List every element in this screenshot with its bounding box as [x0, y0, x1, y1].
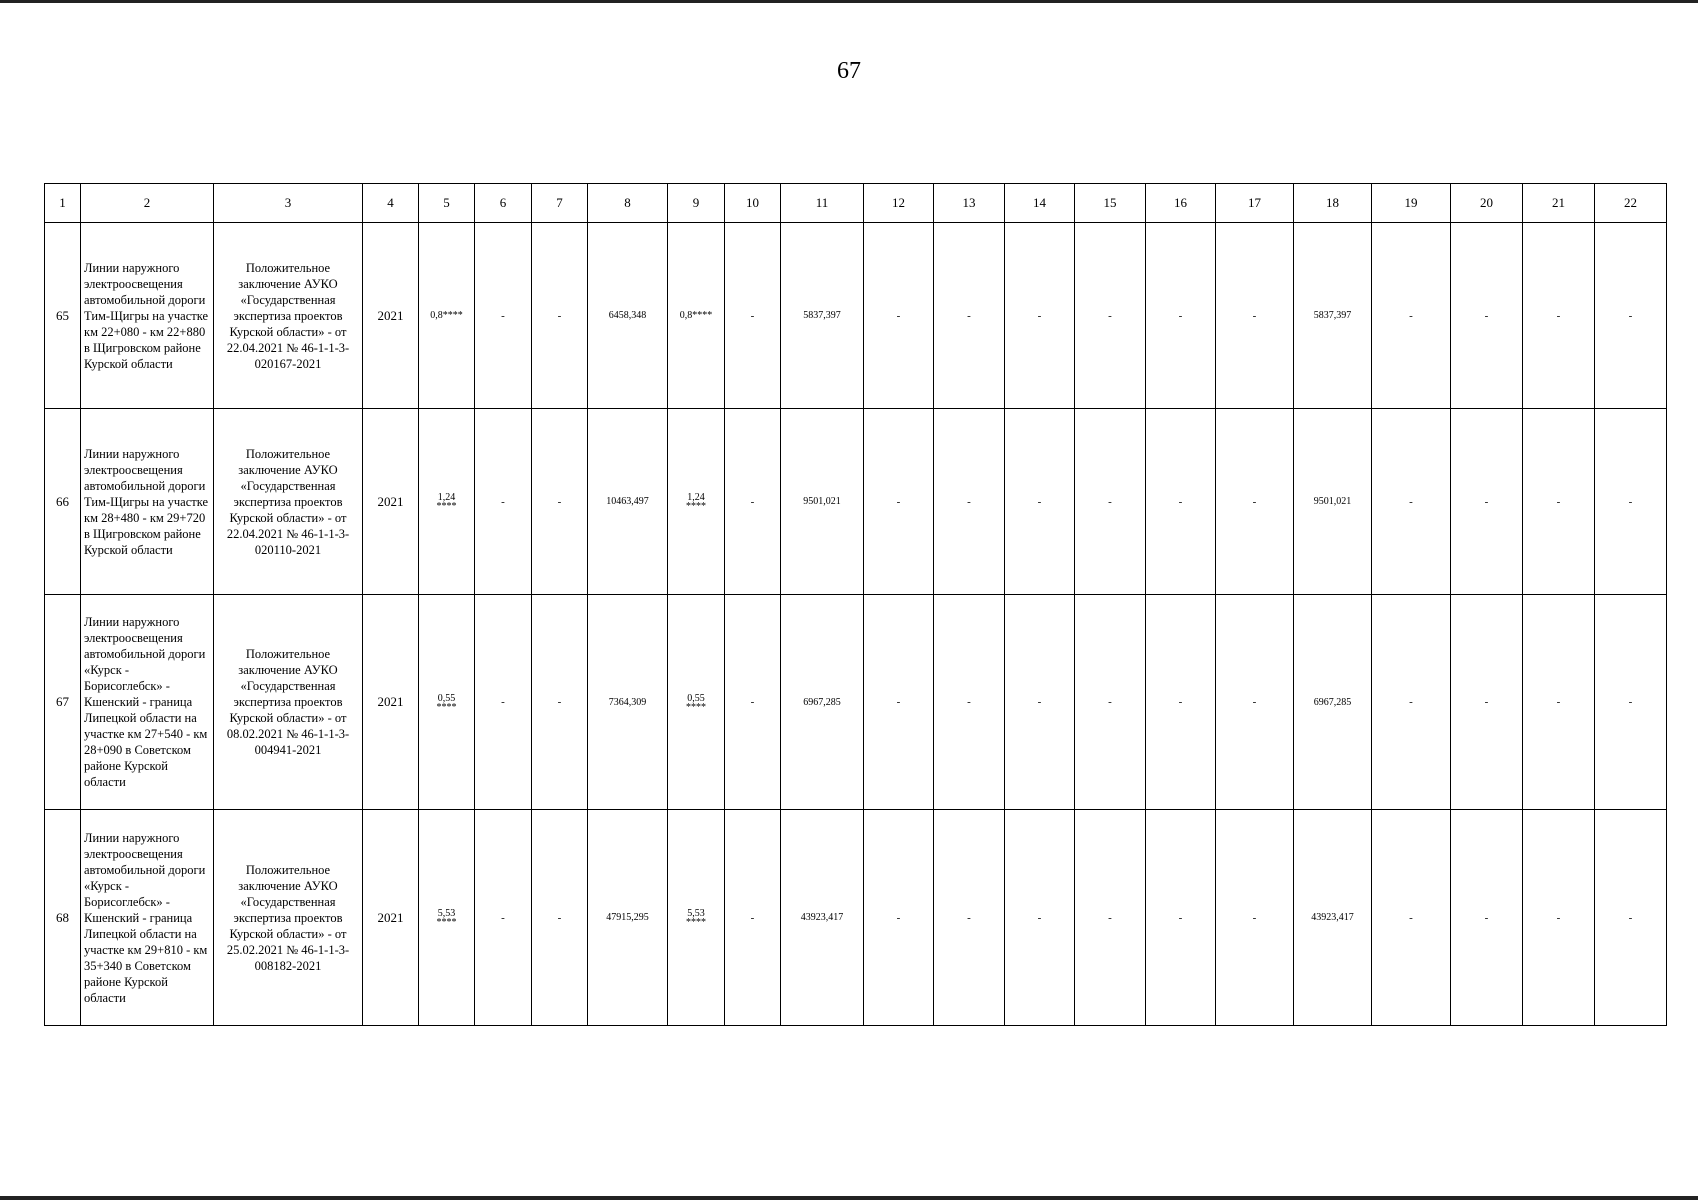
object-name: Линии наружного электроосвещения автомобильной дороги Тим-Щигры на участке км 22+080 - км 22+880 в Щигровском районе Курской области — [81, 223, 214, 409]
capacity-cell — [668, 595, 725, 810]
row-number: 68 — [45, 810, 81, 1026]
data-cell: - — [532, 595, 588, 810]
data-cell: - — [1372, 595, 1451, 810]
expertise-document: Положительное заключение АУКО «Государственная экспертиза проектов Курской области» - от 22.04.2021 № 46-1-1-3-020167-2021 — [214, 223, 363, 409]
capacity-value: 0,55 — [437, 692, 456, 704]
capacity-stars: **** — [436, 501, 457, 512]
col-header: 18 — [1294, 184, 1372, 223]
col-header: 1 — [45, 184, 81, 223]
table-row — [45, 223, 1667, 409]
cost-cell: 6458,348 — [588, 223, 668, 409]
data-cell: - — [864, 810, 934, 1026]
capacity-cell — [419, 595, 475, 810]
amount-cell: 9501,021 — [1294, 409, 1372, 595]
capacity-cell — [419, 223, 475, 409]
col-header: 4 — [363, 184, 419, 223]
col-header: 6 — [475, 184, 532, 223]
row-number: 67 — [45, 595, 81, 810]
col-header: 15 — [1075, 184, 1146, 223]
data-cell: - — [1075, 810, 1146, 1026]
object-name: Линии наружного электроосвещения автомобильной дороги «Курск - Борисоглебск» - Кшенский - граница Липецкой области на участке км 29+810 - км 35+340 в Советском районе Курской области — [81, 810, 214, 1026]
capacity-cell — [668, 223, 725, 409]
capacity-value: 1,24 — [437, 492, 456, 503]
data-cell: - — [1146, 810, 1216, 1026]
col-header: 20 — [1451, 184, 1523, 223]
data-cell: - — [532, 223, 588, 409]
data-cell: - — [532, 810, 588, 1026]
col-header: 10 — [725, 184, 781, 223]
data-cell: - — [1146, 223, 1216, 409]
data-cell: - — [1523, 595, 1595, 810]
cost-cell: 47915,295 — [588, 810, 668, 1026]
data-cell: - — [725, 595, 781, 810]
data-cell: - — [1005, 409, 1075, 595]
data-cell: - — [1216, 810, 1294, 1026]
header-row — [45, 184, 1667, 223]
data-cell: - — [1595, 810, 1667, 1026]
expertise-document: Положительное заключение АУКО «Государственная экспертиза проектов Курской области» - от 25.02.2021 № 46-1-1-3-008182-2021 — [214, 810, 363, 1026]
capacity-value: 0,8**** — [430, 310, 463, 321]
object-name: Линии наружного электроосвещения автомобильной дороги «Курск - Борисоглебск» - Кшенский - граница Липецкой области на участке км 27+540 - км 28+090 в Советском районе Курской области — [81, 595, 214, 810]
data-cell: - — [864, 595, 934, 810]
col-header: 14 — [1005, 184, 1075, 223]
amount-cell: 43923,417 — [1294, 810, 1372, 1026]
col-header: 7 — [532, 184, 588, 223]
data-cell: - — [725, 223, 781, 409]
data-cell: - — [1451, 223, 1523, 409]
year-cell: 2021 — [363, 810, 419, 1026]
table-row — [45, 595, 1667, 810]
capacity-stars: **** — [686, 501, 706, 512]
data-cell: - — [1523, 409, 1595, 595]
data-cell: - — [1005, 810, 1075, 1026]
register-table — [44, 183, 1667, 1026]
amount-cell: 5837,397 — [781, 223, 864, 409]
object-name: Линии наружного электроосвещения автомобильной дороги Тим-Щигры на участке км 28+480 - км 29+720 в Щигровском районе Курской области — [81, 409, 214, 595]
col-header: 2 — [81, 184, 214, 223]
table-row — [45, 409, 1667, 595]
data-cell: - — [934, 409, 1005, 595]
col-header: 16 — [1146, 184, 1216, 223]
amount-cell: 6967,285 — [781, 595, 864, 810]
year-cell: 2021 — [363, 595, 419, 810]
data-cell: - — [1146, 595, 1216, 810]
cost-cell: 7364,309 — [588, 595, 668, 810]
amount-cell: 6967,285 — [1294, 595, 1372, 810]
data-cell: - — [1451, 409, 1523, 595]
capacity-cell — [419, 409, 475, 595]
col-header: 5 — [419, 184, 475, 223]
year-cell: 2021 — [363, 409, 419, 595]
cost-cell: 10463,497 — [588, 409, 668, 595]
data-cell: - — [1075, 409, 1146, 595]
data-cell: - — [1146, 409, 1216, 595]
col-header: 19 — [1372, 184, 1451, 223]
data-cell: - — [475, 223, 532, 409]
row-number: 65 — [45, 223, 81, 409]
col-header: 12 — [864, 184, 934, 223]
amount-cell: 43923,417 — [781, 810, 864, 1026]
data-cell: - — [475, 409, 532, 595]
data-cell: - — [1216, 409, 1294, 595]
data-cell: - — [475, 595, 532, 810]
data-cell: - — [1523, 810, 1595, 1026]
page-number: 67 — [837, 58, 861, 84]
amount-cell: 5837,397 — [1294, 223, 1372, 409]
capacity-value: 5,53 — [687, 908, 705, 919]
data-cell: - — [1451, 595, 1523, 810]
data-cell: - — [725, 810, 781, 1026]
amount-cell: 9501,021 — [781, 409, 864, 595]
data-cell: - — [1372, 810, 1451, 1026]
capacity-stars: **** — [686, 917, 706, 928]
data-cell: - — [934, 810, 1005, 1026]
data-cell: - — [1005, 595, 1075, 810]
col-header: 9 — [668, 184, 725, 223]
capacity-value: 5,53 — [437, 908, 456, 919]
col-header: 17 — [1216, 184, 1294, 223]
capacity-stars: **** — [686, 701, 706, 713]
data-cell: - — [1372, 409, 1451, 595]
table-row — [45, 810, 1667, 1026]
data-cell: - — [864, 223, 934, 409]
data-cell: - — [532, 409, 588, 595]
data-cell: - — [934, 223, 1005, 409]
capacity-value: 0,55 — [687, 692, 705, 704]
row-number: 66 — [45, 409, 81, 595]
year-cell: 2021 — [363, 223, 419, 409]
capacity-cell — [668, 409, 725, 595]
scan-bottom-edge — [0, 1196, 1698, 1200]
col-header: 11 — [781, 184, 864, 223]
col-header: 8 — [588, 184, 668, 223]
data-cell: - — [1595, 223, 1667, 409]
data-cell: - — [1075, 595, 1146, 810]
col-header: 3 — [214, 184, 363, 223]
data-cell: - — [1451, 810, 1523, 1026]
capacity-value: 0,8**** — [679, 310, 713, 321]
capacity-cell — [668, 810, 725, 1026]
capacity-stars: **** — [436, 917, 457, 928]
data-cell: - — [475, 810, 532, 1026]
data-cell: - — [1005, 223, 1075, 409]
data-cell: - — [1595, 409, 1667, 595]
col-header: 21 — [1523, 184, 1595, 223]
data-cell: - — [1523, 223, 1595, 409]
capacity-value: 1,24 — [687, 492, 705, 503]
data-cell: - — [1075, 223, 1146, 409]
scan-top-edge — [0, 0, 1698, 3]
expertise-document: Положительное заключение АУКО «Государственная экспертиза проектов Курской области» - от 08.02.2021 № 46-1-1-3-004941-2021 — [214, 595, 363, 810]
col-header: 13 — [934, 184, 1005, 223]
capacity-cell — [419, 810, 475, 1026]
capacity-stars: **** — [436, 701, 457, 713]
data-cell: - — [864, 409, 934, 595]
col-header: 22 — [1595, 184, 1667, 223]
data-cell: - — [1216, 223, 1294, 409]
data-cell: - — [1595, 595, 1667, 810]
data-cell: - — [1372, 223, 1451, 409]
data-cell: - — [1216, 595, 1294, 810]
expertise-document: Положительное заключение АУКО «Государственная экспертиза проектов Курской области» - от 22.04.2021 № 46-1-1-3-020110-2021 — [214, 409, 363, 595]
data-cell: - — [725, 409, 781, 595]
data-cell: - — [934, 595, 1005, 810]
